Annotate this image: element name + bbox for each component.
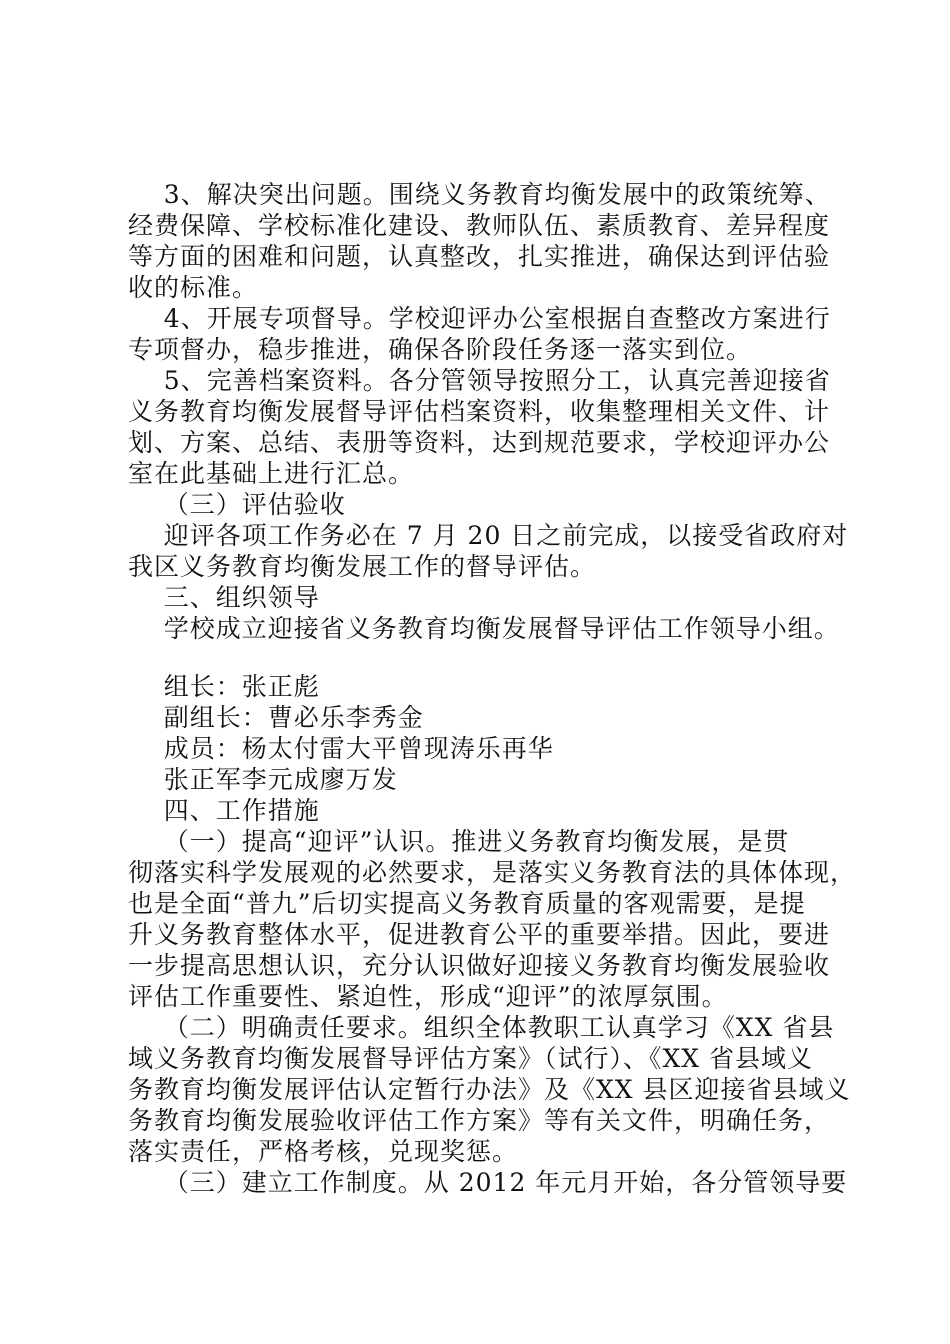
text-line: 迎评各项工作务必在 7 月 20 日之前完成，以接受省政府对	[128, 521, 849, 550]
section-heading-measures: 四、工作措施	[128, 796, 320, 825]
text-line: 域义务教育均衡发展督导评估方案》（试行）、《XX 省县域义	[128, 1044, 814, 1073]
members-line-continued: 张正军李元成廖万发	[128, 765, 398, 794]
paragraph-item-3: 3、解决突出问题。围绕义务教育均衡发展中的政策统筹、	[128, 180, 831, 209]
text-line: 彻落实科学发展观的必然要求，是落实义务教育法的具体体现，	[128, 858, 857, 887]
text-line: 务教育均衡发展评估认定暂行办法》及《XX 县区迎接省县域义	[128, 1075, 851, 1104]
deputy-leader-line: 副组长：曹必乐李秀金	[128, 703, 424, 732]
section-heading-organization: 三、组织领导	[128, 583, 320, 612]
text-line: 等方面的困难和问题，认真整改，扎实推进，确保达到评估验	[128, 242, 831, 271]
leader-line: 组长：张正彪	[128, 672, 320, 701]
text-line: 室在此基础上进行汇总。	[128, 459, 415, 488]
text-line: 专项督办，稳步推进，确保各阶段任务逐一落实到位。	[128, 335, 753, 364]
text-line: 务教育均衡发展验收评估工作方案》等有关文件，明确任务，	[128, 1106, 831, 1135]
text-line: 划、方案、总结、表册等资料，达到规范要求，学校迎评办公	[128, 428, 831, 457]
measure-item-3: （三）建立工作制度。从 2012 年元月开始，各分管领导要	[128, 1168, 848, 1197]
text-line: 评估工作重要性、紧迫性，形成“迎评”的浓厚氛围。	[128, 982, 728, 1011]
text-line: 义务教育均衡发展督导评估档案资料，收集整理相关文件、计	[128, 397, 831, 426]
paragraph-item-5: 5、完善档案资料。各分管领导按照分工，认真完善迎接省	[128, 366, 831, 395]
text-line: 经费保障、学校标准化建设、教师队伍、素质教育、差异程度	[128, 211, 831, 240]
text-line: 也是全面“普九”后切实提高义务教育质量的客观需要，是提	[128, 889, 806, 918]
members-line: 成员：杨太付雷大平曾现涛乐再华	[128, 734, 554, 763]
text-line: 升义务教育整体水平，促进教育公平的重要举措。因此，要进	[128, 920, 831, 949]
measure-item-2: （二）明确责任要求。组织全体教职工认真学习《XX 省县	[128, 1013, 835, 1042]
paragraph-item-4: 4、开展专项督导。学校迎评办公室根据自查整改方案进行	[128, 304, 831, 333]
text-line: 我区义务教育均衡发展工作的督导评估。	[128, 552, 597, 581]
measure-item-1: （一）提高“迎评”认识。推进义务教育均衡发展，是贯	[128, 827, 790, 856]
text-line: 收的标准。	[128, 273, 259, 302]
section-heading-evaluation: （三）评估验收	[128, 490, 346, 519]
text-line: 一步提高思想认识，充分认识做好迎接义务教育均衡发展验收	[128, 951, 831, 980]
text-line: 落实责任，严格考核，兑现奖惩。	[128, 1137, 519, 1166]
text-line: 学校成立迎接省义务教育均衡发展督导评估工作领导小组。	[128, 614, 840, 643]
